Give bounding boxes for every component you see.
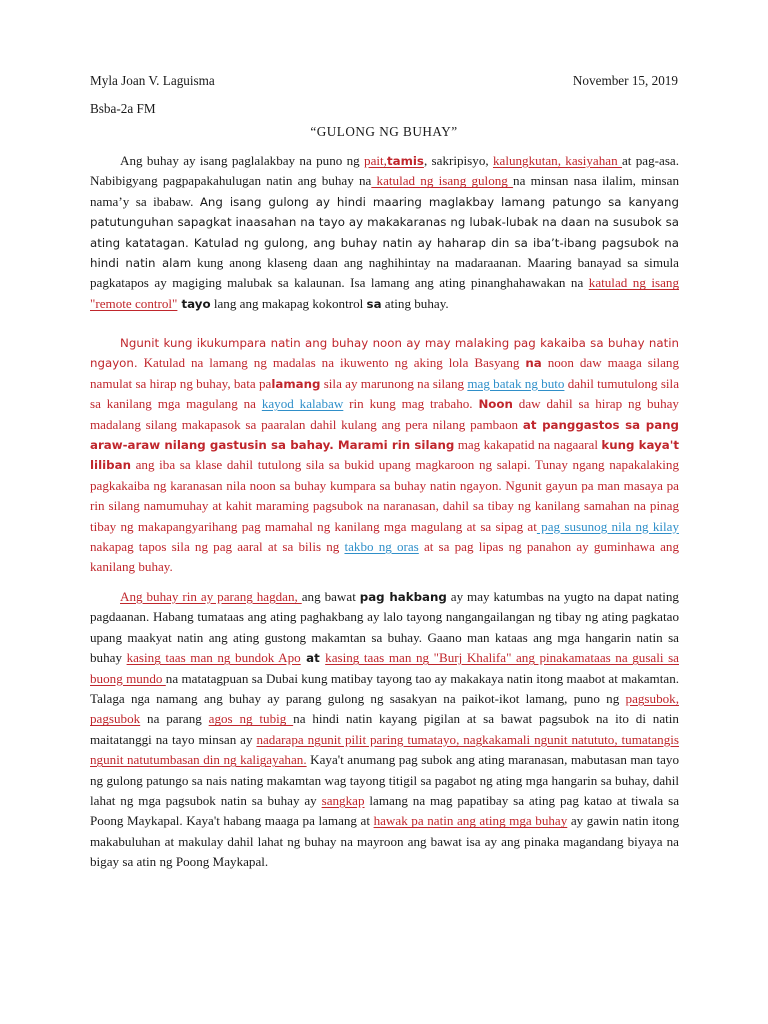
text: ang iba sa klase dahil tutulong sila sa bukid upang magkaroon ng salapi. Tunay ngang napakalaking pagkakaiba ng karanasan nila noon sa buhay kumpara sa buhay natin ngayon. Ngunit gayun pa man masaya pa rin silang namumuhay at kahit maraming pagsubok na naranasan, dahil sa tibay ng kanilang samahan na pinag tibay ng makapangyarihang pag mamahal ng kanilang mga magulang at sa sipag at (90, 457, 679, 534)
text: rin kung mag trabaho. (343, 396, 479, 412)
essay-title: “GULONG NG BUHAY” (310, 124, 458, 139)
text-bold: at (300, 651, 326, 666)
text: , sakripisyo, (423, 153, 493, 168)
text-bold: lamang (271, 376, 321, 391)
paragraph-3 (90, 587, 679, 873)
highlight-sangkap: sangkap (321, 793, 365, 809)
highlight-gulong: katulad ng isang gulong (371, 173, 514, 189)
text-bold: tayo (177, 296, 211, 311)
text-sans: Ngunit kung ikukumpara natin ang buhay noon ay may malaking pag kakaiba sa buhay natin ngayon. (90, 336, 679, 371)
highlight-hawak-pa-natin: hawak pa natin ang ating mga buhay (373, 813, 568, 829)
text: lang ang makapag kokontrol (210, 295, 367, 311)
text-bold: kung kaya't liliban (90, 438, 679, 473)
text: kung anong klaseng daan ang naghihintay na madaraanan. Maaring banayad sa simula pagkatapos ay magiging malubak sa kalaunan. Isa lamang ang ating pinanghahawakan na (90, 255, 679, 291)
text: sila ay marunong na silang (320, 375, 468, 391)
text: ang bawat (301, 589, 360, 604)
text: lamang na mag papatibay sa ating pag katao at tiwala sa Poong Maykapal. Kaya't habang maaga pa lamang at (90, 793, 680, 829)
text-bold: sa (366, 296, 382, 311)
highlight-mag-batak: mag batak ng buto (467, 375, 565, 391)
text: Kaya't anumang pag subok ang ating maranasan, mabutasan man tayo ng gulong patungo sa nais nating makamtan wag tayong titigil sa pagabot ng ating mga hangarin sa buhay, dahil lahat ng mga pagsubok natin sa buhay ay (90, 752, 679, 809)
paragraph-1 (90, 151, 679, 314)
text-sans: Ang isang gulong ay hindi maaring maglakbay lamang patungo sa kanyang patutunguhan sapagkat inaasahan na tayo ay makakaranas ng lubak-lubak na daan na susubok sa ating katatagan. Katulad ng gulong, ang buhay natin ay haharap din sa iba’t-ibang pagsubok na hindi natin alam (90, 194, 679, 271)
highlight-pagsubok: pagsubok, pagsubok (90, 691, 679, 727)
header-row (90, 71, 678, 91)
highlight-pag-susunog: pag susunog nila ng kilay (536, 518, 680, 534)
text: ating buhay. (381, 295, 449, 311)
paragraph-2 (90, 333, 679, 578)
text-bold: at panggastos sa pang araw-araw nilang gastusin sa bahay. Marami rin silang (90, 417, 680, 453)
text: nakapag tapos sila ng pag aaral at sa bilis ng (90, 539, 345, 555)
text: na parang (140, 711, 209, 727)
highlight-kayod-kalabaw: kayod kalabaw (261, 396, 344, 412)
text: noon daw maaga silang namulat sa hirap ng buhay, bata pa (90, 355, 679, 391)
text: at sa pag lipas ng panahon ay guminhawa ang kanilang buhay. (90, 539, 680, 575)
text: Katulad na lamang ng madalas na ikuwento ng aking lola Basyang (137, 355, 526, 371)
text: at pag-asa. Nabibigyang pagpapakahulugan natin ang buhay na (90, 153, 680, 189)
text: dahil tumutulong sila sa kanilang mga magulang na (90, 375, 680, 412)
text: Ang buhay ay isang paglalakbay na puno ng (120, 153, 365, 168)
text: daw dahil sa hirap ng buhay madalang silang makapasok sa paaralan dahil kulang ang pera nilang pambaon (90, 396, 679, 432)
text-bold: na (525, 356, 542, 371)
text: na minsan nasa ilalim, minsan nama’y sa ibabaw. (90, 173, 679, 209)
highlight-hagdan: Ang buhay rin ay parang hagdan, (120, 589, 302, 604)
text: ay gawin natin itong makabuluhan at makulay dahil lahat ng buhay na mayroon ang bawat isa ay ang pinaka magandang biyaya na bigay sa atin ng Poong Maykapal. (90, 813, 680, 870)
highlight-nadarapa: nadarapa ngunit pilit paring tumatayo, nagkakamali ngunit natututo, tumatangis ngunit natutumbasan din ng kaligayahan. (90, 731, 679, 768)
highlight-bundok-apo: kasing taas man ng bundok Apo (126, 650, 301, 666)
text: ay may katumbas na yugto na dapat nating pagdaanan. Habang tumataas ang ating paghakbang ay lalo tayong nangangailangan ng tibay ng ating pagkatao upang maakyat natin ang ating gustong makamtan sa buhay. Gaano man kataas ang mga hangarin natin sa buhay (90, 589, 679, 666)
highlight-pait: pait, (364, 153, 387, 168)
text-bold: pag hakbang (359, 590, 447, 604)
highlight-takbo-ng-oras: takbo ng oras (344, 539, 419, 555)
document-date: November 15, 2019 (572, 73, 678, 88)
author-name: Myla Joan V. Laguisma (90, 73, 215, 88)
highlight-agos-ng-tubig: agos ng tubig (208, 711, 294, 727)
course-section: Bsba-2a FM (90, 101, 156, 116)
text: na hindi natin kayang pigilan at sa bawat pagsubok na ito di natin maitatanggi na tayo minsan ay (90, 711, 679, 747)
text: mag kakapatid na nagaaral (454, 437, 602, 453)
text-bold: Noon (478, 397, 513, 412)
highlight-remote-control: katulad ng isang "remote control" (90, 275, 679, 311)
highlight-kalungkutan: kalungkutan, kasiyahan (492, 153, 622, 168)
highlight-tamis: tamis (386, 154, 424, 168)
text: na matatagpuan sa Dubai kung matibay tayong tao ay makakaya natin itong maabot at makamtan. Talaga nga namang ang buhay ay parang gulong ng sasakyan na paikot-ikot lamang, puno ng (90, 670, 680, 707)
highlight-burj-khalifa: kasing taas man ng "Burj Khalifa" ang pinakamataas na gusali sa buong mundo (90, 650, 679, 686)
